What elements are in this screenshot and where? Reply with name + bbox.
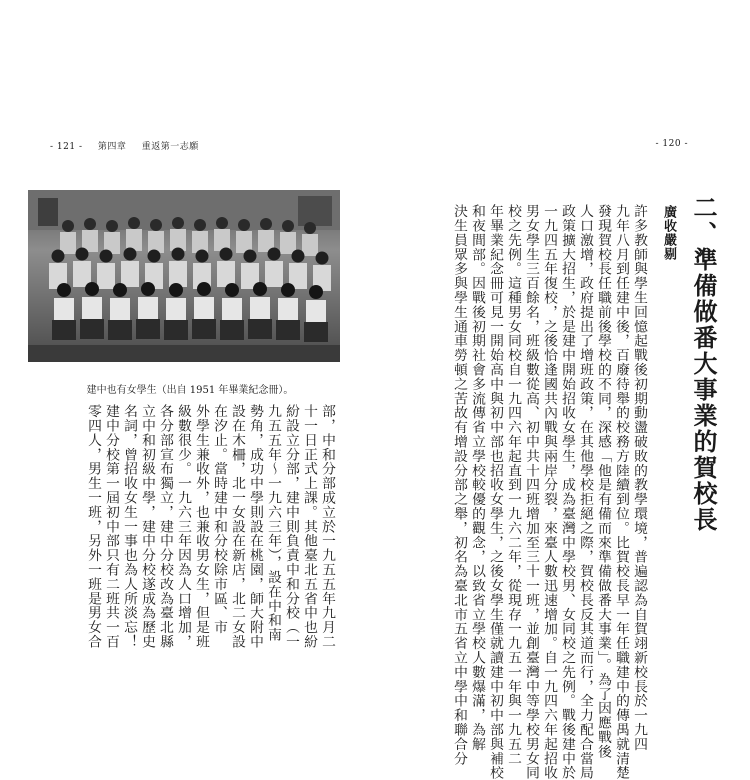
chapter-title: 重返第一志願 — [141, 142, 199, 152]
text-line: 人口激增，政府提出了增班政策，在其他學校拒絕之際，賀校長反其道而行，全力配合當局 — [577, 204, 593, 780]
text-line: 校之先例。這種男女同校自一九四六年起直到一九六二年，從現存一九五一年與一九五二 — [505, 204, 521, 766]
text-line: 在汐止。當時建中和分校除市區、市 — [211, 404, 227, 635]
text-line: 級數很少。一九六三年因為人口增加， — [175, 404, 191, 649]
class-photo — [28, 190, 340, 362]
left-page-number: - 121 - — [50, 142, 83, 152]
left-running-head — [50, 139, 211, 152]
text-line: 十一日正式上課。其他臺北五省中也紛 — [301, 404, 317, 649]
text-line: 紛設立分部，建中則負責中和分校（一 — [283, 404, 299, 649]
right-page-number: - 120 - — [655, 139, 688, 149]
text-line: 和夜間部。因戰後初期社會多流傳省立學校較優的觀念，以致省立學校人數爆滿，為解 — [469, 204, 485, 752]
text-line: 立中和初級中學，建中分校遂成為歷史 — [139, 404, 155, 649]
class-photo-illustration — [28, 190, 340, 362]
right-body-text — [396, 204, 648, 780]
chapter-label: 第四章 — [97, 142, 127, 152]
text-line: 政策擴大招生，於是建中開始招收女學生，成為臺灣中學校男、女同校之先例。戰後建中於 — [559, 204, 575, 780]
left-body-text — [85, 404, 336, 704]
text-line: 零四人，男生一班，另外一班是男女合 — [85, 404, 101, 649]
photo-caption: 建中也有女學生（出自 1951 年畢業紀念冊）。 — [86, 385, 294, 396]
text-line: 外學生兼收外，也兼收男女生，但是班 — [193, 404, 209, 649]
text-line: 年畢業紀念冊可見一開始高中與初中部也招收女學生，之後女學生僅就讀建中初中部與補校 — [487, 204, 503, 780]
section-title: 二、準備做番大事業的賀校長 — [689, 195, 717, 533]
text-line: 勢角，成功中學則設在桃園，師大附中 — [247, 404, 263, 649]
text-line: 發現賀校長任職前後學校的不同，深感「他是有備而來準備做番大事業」。為了因應戰後 — [595, 204, 611, 759]
left-page — [0, 0, 375, 750]
text-line: 建中分校第一屆初中部只有二班共一百 — [103, 404, 119, 649]
text-line: 部，中和分部成立於一九五五年九月二 — [319, 404, 335, 649]
text-line: 一九四五年復校，之後恰逢國共內戰與兩岸分裂，來臺人數迅速增加。自一九四六年起招收 — [541, 204, 557, 780]
text-line: 九年八月到任建中後，百廢待舉的校務方陸續到位。比賀校長早一年任職建中的傳禺就清楚 — [613, 204, 629, 780]
text-line: 設在木柵，北一女設在新店，北二女設 — [229, 404, 245, 649]
text-line: 各分部宣布獨立，建中分校改為臺北縣 — [157, 404, 173, 649]
text-line: 決生員眾多與學生通車勞頓之苦故有增設分部之舉，初名為臺北市五省立中學中和聯合分 — [451, 204, 467, 766]
text-line: 九五五年〜一九六三年），設在中和南 — [265, 404, 281, 642]
text-line: 名詞，曾招收女生一事也為人所淡忘！ — [121, 404, 137, 649]
right-running-head — [656, 139, 700, 149]
section-subtitle: 廣收嚴剔 — [661, 205, 676, 261]
text-line: 許多教師與學生回憶起戰後初期動盪破敗的教學環境，普遍認為自賀翊新校長於一九四 — [631, 204, 647, 752]
text-line: 男女學生三百餘名，班級數從高、初中共十四班增加至三十一班，並創臺灣中等學校男女同 — [523, 204, 539, 780]
